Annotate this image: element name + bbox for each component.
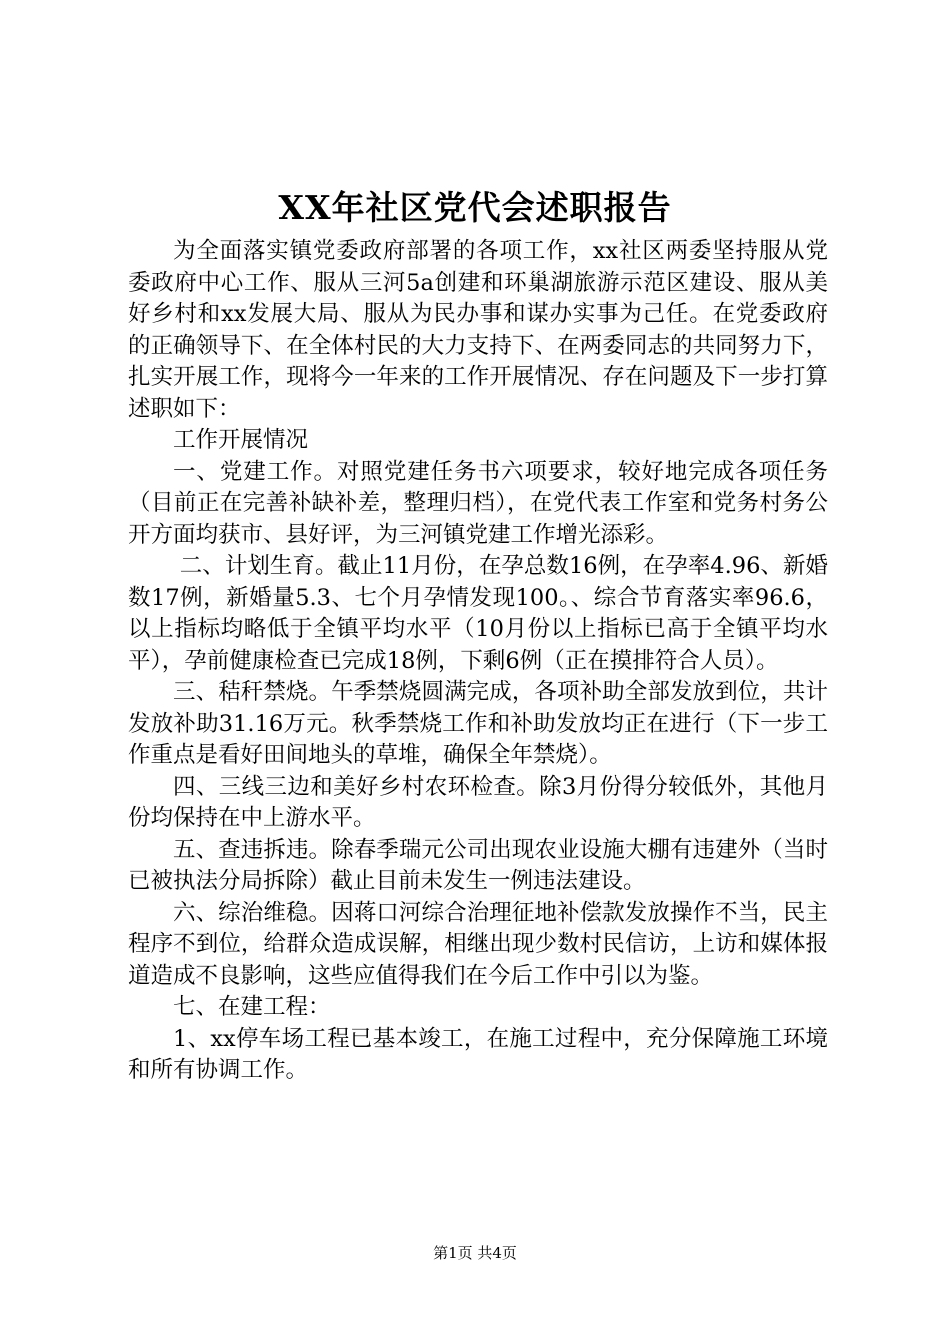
paragraph-party-building: 一、党建工作。对照党建任务书六项要求，较好地完成各项任务（目前正在完善补缺补差，整理归档），在党代表工作室和党务村务公开方面均获市、县好评，为三河镇党建工作增光添彩。 [128,458,828,548]
paragraph-illegal-construction: 五、查违拆违。除春季瑞元公司出现农业设施大棚有违建外（当时已被执法分局拆除）截止目前未发生一例违法建设。 [128,836,828,894]
paragraph-section-heading: 工作开展情况 [173,427,309,453]
page-number: 第1页 共4页 [433,1244,517,1262]
document-title: XX年社区党代会述职报告 [278,188,672,227]
paragraph-family-planning: 二、计划生育。截止11月份，在孕总数16例，在孕率4.96、新婚数17例，新婚量5.3、七个月孕情发现100。、综合节育落实率96.6，以上指标均略低于全镇平均水平（10月份以上指标已高于全镇平均水平），孕前健康检查已完成18例，下剩6例（正在摸排符合人员）。 [128,553,828,674]
paragraph-projects-heading: 七、在建工程： [173,994,331,1020]
paragraph-stability: 六、综治维稳。因蒋口河综合治理征地补偿款发放操作不当，民主程序不到位，给群众造成误解，相继出现少数村民信访，上访和媒体报道造成不良影响，这些应值得我们在今后工作中引以为鉴。 [128,899,828,989]
paragraph-straw-burning: 三、秸秆禁烧。午季禁烧圆满完成，各项补助全部发放到位，共计发放补助31.16万元。秋季禁烧工作和补助发放均正在进行（下一步工作重点是看好田间地头的草堆，确保全年禁烧）。 [128,679,828,768]
paragraph-intro: 为全面落实镇党委政府部署的各项工作，xx社区两委坚持服从党委政府中心工作、服从三河5a创建和环巢湖旅游示范区建设、服从美好乡村和xx发展大局、服从为民办事和谋办实事为己任。在党委政府的正确领导下、在全体村民的大力支持下、在两委同志的共同努力下，扎实开展工作，现将今一年来的工作开展情况、存在问题及下一步打算述职如下： [128,238,828,422]
paragraph-rural-inspection: 四、三线三边和美好乡村农环检查。除3月份得分较低外，其他月份均保持在中上游水平。 [128,773,828,831]
document-body [128,236,828,1087]
paragraph-parking-project: 1、xx停车场工程已基本竣工，在施工过程中，充分保障施工环境和所有协调工作。 [128,1025,828,1083]
